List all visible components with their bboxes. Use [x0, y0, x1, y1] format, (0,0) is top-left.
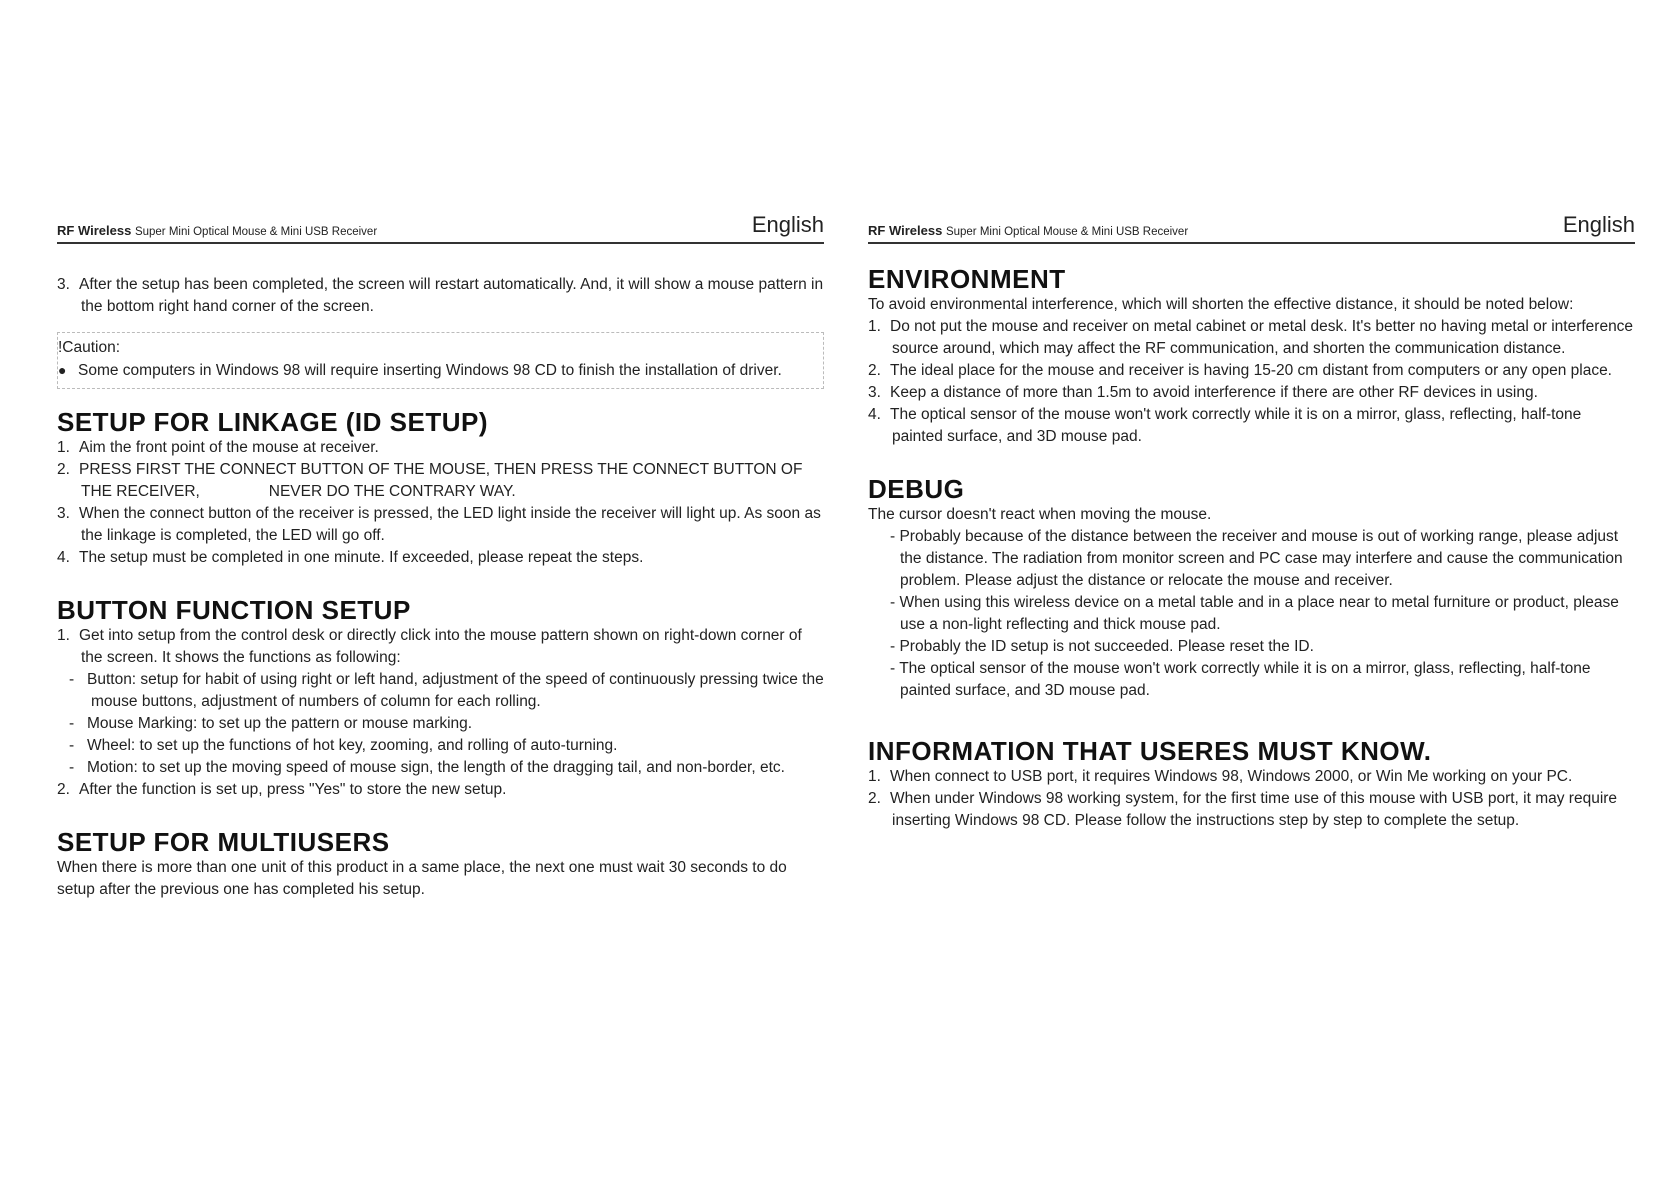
language-label: English — [1562, 212, 1635, 237]
list-item: - Button: setup for habit of using right or left hand, adjustment of the speed of continuously pressing twice the mouse buttons, adjustment of numbers of column for each rolling. — [69, 671, 824, 710]
list-item: 1. Aim the front point of the mouse at receiver. — [57, 439, 379, 456]
info-list — [868, 766, 1635, 832]
right-page — [868, 208, 1635, 832]
list-item: 4. The optical sensor of the mouse won't work correctly while it is on a mirror, glass, reflecting, half-tone painted surface, and 3D mouse pad. — [868, 406, 1582, 445]
linkage-list — [57, 437, 824, 569]
list-item: 1. Do not put the mouse and receiver on metal cabinet or metal desk. It's better no having metal or interference source around, which may affect the RF communication, and shorten the communication distance. — [868, 318, 1634, 357]
multiusers-text: When there is more than one unit of this product in a same place, the next one must wait 30 seconds to do setup after the previous one has completed his setup. — [57, 859, 787, 898]
language-label: English — [751, 212, 824, 237]
left-page — [57, 208, 824, 901]
list-item: 2. The ideal place for the mouse and receiver is having 15-20 cm distant from computers or any open place. — [868, 362, 1612, 379]
environment-list — [868, 316, 1635, 448]
product-title — [57, 223, 377, 238]
bullet-icon: ● — [58, 362, 67, 378]
caution-title: !Caution: — [58, 339, 121, 356]
debug-list — [868, 526, 1635, 702]
product-title — [868, 223, 1188, 238]
list-item: 3. When the connect button of the receiver is pressed, the LED light inside the receiver will light up. As soon as the linkage is completed, the LED will go off. — [57, 505, 821, 544]
list-item: - Motion: to set up the moving speed of mouse sign, the length of the dragging tail, and non-border, etc. — [69, 759, 785, 776]
list-item: - When using this wireless device on a metal table and in a place near to metal furniture or product, please use a non-light reflecting and thick mouse pad. — [890, 594, 1619, 633]
environment-heading: ENVIRONMENT — [868, 264, 1066, 294]
product-name: Super Mini Optical Mouse & Mini USB Receiver — [134, 226, 378, 238]
environment-intro: To avoid environmental interference, which will shorten the effective distance, it should be noted below: — [868, 296, 1574, 313]
list-item: - Probably the ID setup is not succeeded. Please reset the ID. — [890, 638, 1314, 655]
list-item: 4. The setup must be completed in one minute. If exceeded, please repeat the steps. — [57, 549, 644, 566]
button-function-list — [57, 669, 824, 779]
brand-name: RF Wireless — [57, 223, 132, 238]
caution-box — [57, 332, 824, 389]
page-header — [57, 208, 824, 244]
page-header — [868, 208, 1635, 244]
product-name: Super Mini Optical Mouse & Mini USB Receiver — [945, 226, 1189, 238]
button-function-outro: 2. After the function is set up, press "Yes" to store the new setup. — [57, 781, 507, 798]
list-item: - Probably because of the distance between the receiver and mouse is out of working range, please adjust the distance. The radiation from monitor screen and PC case may interfere and cause the communication problem. Please adjust the distance or relocate the mouse and receiver. — [890, 528, 1623, 589]
info-heading: INFORMATION THAT USERES MUST KNOW. — [868, 736, 1432, 766]
setup-step-3: 3. After the setup has been completed, the screen will restart automatically. And, it will show a mouse pattern in the bottom right hand corner of the screen. — [57, 276, 824, 315]
list-item: 1. When connect to USB port, it requires Windows 98, Windows 2000, or Win Me working on your PC. — [868, 768, 1573, 785]
list-item: 2. When under Windows 98 working system, for the first time use of this mouse with USB port, it may require inserting Windows 98 CD. Please follow the instructions step by step to complete the setup. — [868, 790, 1618, 829]
button-function-intro: 1. Get into setup from the control desk or directly click into the mouse pattern shown on right-down corner of the screen. It shows the functions as following: — [57, 627, 802, 666]
brand-name: RF Wireless — [868, 223, 943, 238]
button-function-heading: BUTTON FUNCTION SETUP — [57, 595, 411, 625]
list-item: 3. Keep a distance of more than 1.5m to avoid interference if there are other RF devices in using. — [868, 384, 1538, 401]
multiusers-heading: SETUP FOR MULTIUSERS — [57, 827, 390, 857]
list-item: 2. PRESS FIRST THE CONNECT BUTTON OF THE MOUSE, THEN PRESS THE CONNECT BUTTON OF THE RECEIVER, NEVER DO THE CONTRARY WAY. — [57, 461, 807, 500]
list-item: - Wheel: to set up the functions of hot key, zooming, and rolling of auto-turning. — [69, 737, 618, 754]
list-item: - Mouse Marking: to set up the pattern or mouse marking. — [69, 715, 473, 732]
linkage-heading: SETUP FOR LINKAGE (ID SETUP) — [57, 407, 488, 437]
debug-intro: The cursor doesn't react when moving the mouse. — [868, 506, 1212, 523]
caution-bullet: ● Some computers in Windows 98 will require inserting Windows 98 CD to finish the installation of driver. — [58, 359, 823, 382]
list-item: - The optical sensor of the mouse won't work correctly while it is on a mirror, glass, reflecting, half-tone painted surface, and 3D mouse pad. — [890, 660, 1591, 699]
debug-heading: DEBUG — [868, 474, 965, 504]
